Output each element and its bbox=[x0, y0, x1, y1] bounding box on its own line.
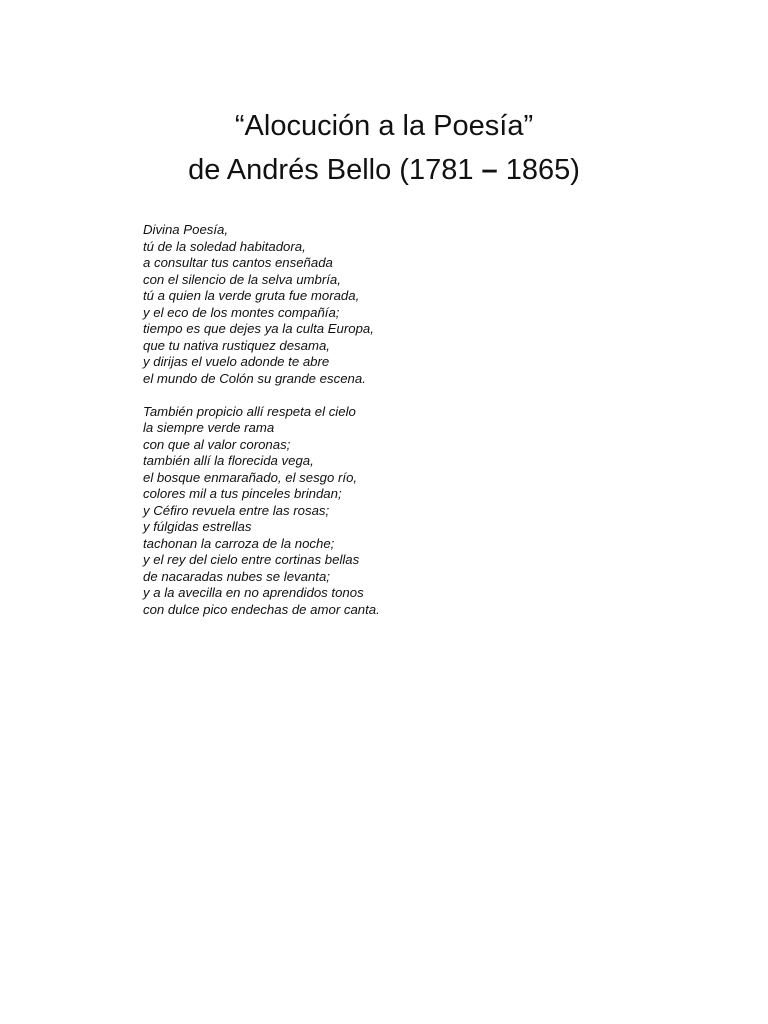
poem-line: y a la avecilla en no aprendidos tonos bbox=[143, 585, 364, 600]
stanza-2 bbox=[143, 404, 703, 619]
poem-line: la siempre verde rama bbox=[143, 420, 275, 435]
poem-line: tachonan la carroza de la noche; bbox=[143, 535, 335, 551]
page-title bbox=[0, 104, 768, 192]
poem-line: con que al valor coronas; bbox=[143, 436, 291, 452]
poem-line: con el silencio de la selva umbría, bbox=[143, 271, 341, 287]
poem-line: y dirijas el vuelo adonde te abre bbox=[143, 354, 330, 369]
author-years-end: 1865) bbox=[497, 154, 580, 186]
poem-title: “Alocución a la Poesía” bbox=[234, 110, 534, 142]
poem-line: tú a quien la verde gruta fue morada, bbox=[143, 288, 360, 303]
poem-line: también allí la florecida vega, bbox=[143, 453, 314, 468]
poem-line: tú de la soledad habitadora, bbox=[143, 238, 306, 254]
date-dash: – bbox=[481, 154, 498, 186]
poem-line: y Céfiro revuela entre las rosas; bbox=[143, 502, 330, 518]
poem-line: y fúlgidas estrellas bbox=[143, 519, 252, 534]
poem-line: el bosque enmarañado, el sesgo río, bbox=[143, 469, 358, 485]
poem-line: con dulce pico endechas de amor canta. bbox=[143, 601, 380, 617]
poem-line: que tu nativa rustiquez desama, bbox=[143, 337, 330, 353]
poem-line: y el eco de los montes compañía; bbox=[143, 304, 340, 320]
author-line bbox=[0, 148, 768, 192]
poem-line: a consultar tus cantos enseñada bbox=[143, 255, 333, 270]
poem-line: colores mil a tus pinceles brindan; bbox=[143, 486, 342, 501]
poem-line: Divina Poesía, bbox=[143, 222, 229, 237]
poem-line: de nacaradas nubes se levanta; bbox=[143, 568, 330, 584]
author-name-text: de Andrés Bello (1781 bbox=[188, 154, 482, 186]
poem-line: tiempo es que dejes ya la culta Europa, bbox=[143, 321, 374, 336]
poem-body bbox=[143, 222, 703, 618]
poem-line: y el rey del cielo entre cortinas bellas bbox=[143, 552, 360, 567]
poem-line: el mundo de Colón su grande escena. bbox=[143, 370, 366, 386]
stanza-1 bbox=[143, 222, 703, 387]
poem-line: También propicio allí respeta el cielo bbox=[143, 403, 356, 419]
